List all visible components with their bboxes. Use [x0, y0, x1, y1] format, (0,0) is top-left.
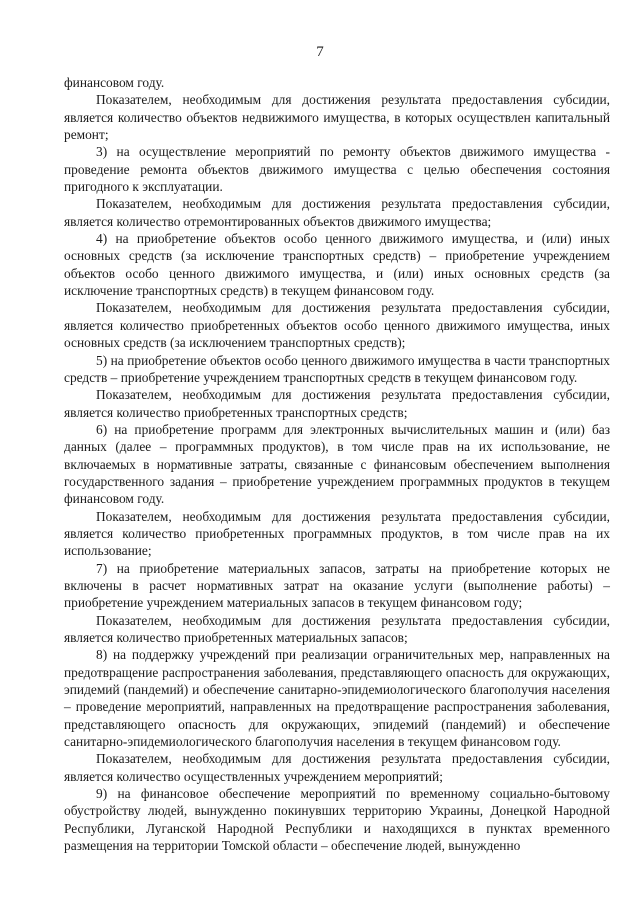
paragraph: 6) на приобретение программ для электронных вычислительных машин и (или) баз данных (далее – программных продуктов), в том числе прав на их использование, не включаемых в нормативные затраты, связанные с финансовым обеспечением выполнения государственного задания – приобретение учреждением программных продуктов в текущем финансовом году.: [64, 421, 610, 507]
paragraph: 9) на финансовое обеспечение мероприятий по временному социально-бытовому обустройству людей, вынужденно покинувших территорию Украины, Донецкой Народной Республики, Луганской Народной Республики и находящихся в пунктах временного размещения на территории Томской области – обеспечение людей, вынужденно: [64, 786, 610, 854]
paragraph: Показателем, необходимым для достижения результата предоставления субсидии, является количество приобретенных материальных запасов;: [64, 612, 610, 645]
paragraph: 5) на приобретение объектов особо ценного движимого имущества в части транспортных средств – приобретение учреждением транспортных средств в текущем финансовом году.: [64, 352, 610, 385]
paragraph: 8) на поддержку учреждений при реализации ограничительных мер, направленных на предотвращение распространения заболевания, представляющего опасность для окружающих, эпидемий (пандемий) и обеспечение санитарно-эпидемиологического благополучия населения – проведение мероприятий, направленных на предотвращение распространения заболевания, представляющего опасность для окружающих, эпидемий (пандемий) и обеспечение санитарно-эпидемиологического благополучия населения в текущем финансовом году.: [64, 647, 610, 750]
page-number: 7: [316, 44, 324, 60]
paragraph: Показателем, необходимым для достижения результата предоставления субсидии, является количество приобретенных транспортных средств;: [64, 387, 610, 420]
paragraph: 3) на осуществление мероприятий по ремонту объектов движимого имущества - проведение ремонта объектов движимого имущества с целью обеспечения состояния пригодного к эксплуатации.: [64, 144, 610, 195]
paragraph: Показателем, необходимым для достижения результата предоставления субсидии, является количество приобретенных программных продуктов, в том числе прав на их использование;: [64, 508, 610, 559]
paragraph: Показателем, необходимым для достижения результата предоставления субсидии, является количество объектов недвижимого имущества, в которых осуществлен капитальный ремонт;: [64, 92, 610, 143]
paragraph: 4) на приобретение объектов особо ценного движимого имущества, и (или) иных основных средств (за исключение транспортных средств) – приобретение учреждением объектов особо ценного движимого имущества, и (или) иных основных средств (за исключение транспортных средств) в текущем финансовом году.: [64, 231, 610, 299]
paragraph: 7) на приобретение материальных запасов, затраты на приобретение которых не включены в расчет нормативных затрат на оказание услуги (выполнение работы) – приобретение учреждением материальных запасов в текущем финансовом году;: [64, 560, 610, 611]
paragraph: Показателем, необходимым для достижения результата предоставления субсидии, является количество приобретенных объектов особо ценного движимого имущества, иных основных средств (за исключением транспортных средств);: [64, 300, 610, 351]
paragraph: Показателем, необходимым для достижения результата предоставления субсидии, является количество отремонтированных объектов движимого имущества;: [64, 196, 610, 229]
paragraph: финансовом году.: [64, 75, 165, 90]
document-body: [64, 74, 610, 854]
paragraph: Показателем, необходимым для достижения результата предоставления субсидии, является количество осуществленных учреждением мероприятий;: [64, 751, 610, 784]
